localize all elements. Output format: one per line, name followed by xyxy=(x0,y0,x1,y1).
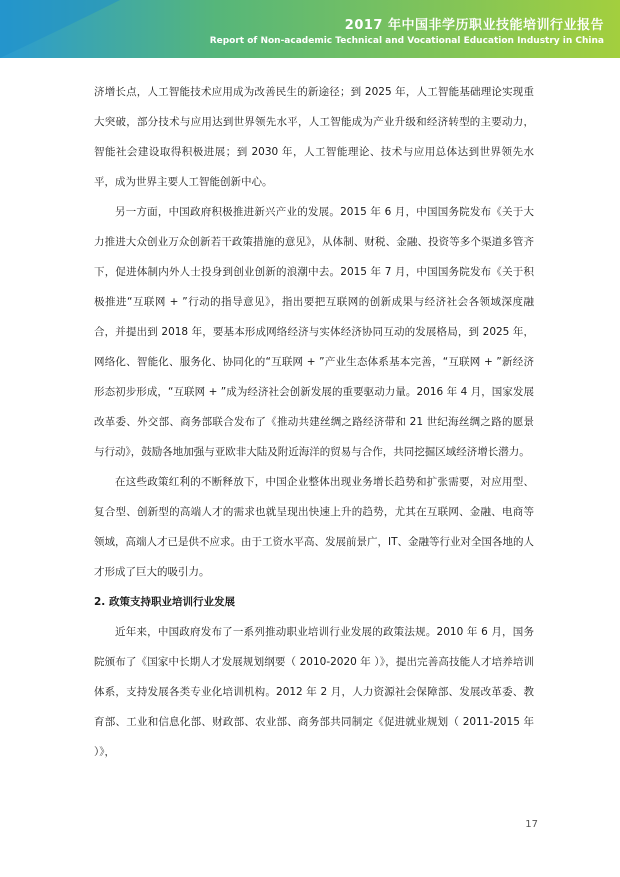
paragraph-talent-demand: 在这些政策红利的不断释放下，中国企业整体出现业务增长趋势和扩张需要，对应用型、复合型、创新型的高端人才的需求也就呈现出快速上升的趋势，尤其在互联网、金融、电商等领域，高端人才已是供不应求。由于工资水平高、发展前景广，IT、金融等行业对全国各地的人才形成了巨大的吸引力。 xyxy=(94,476,535,578)
header-band xyxy=(0,0,620,60)
page-number: 17 xyxy=(525,819,538,830)
paragraph-policy-support: 近年来，中国政府发布了一系列推动职业培训行业发展的政策法规。2010 年 6 月，国务院颁布了《国家中长期人才发展规划纲要（ 2010-2020 年 ）》，提出完善高技能人才培养培训体系，支持发展各类专业化培训机构。2012 年 2 月，人力资源社会保障部、发展改革委、教育部、工业和信息化部、财政部、农业部、商务部共同制定《促进就业规划（ 2011-2015 年 ）》， xyxy=(94,626,534,758)
report-subtitle: Report of Non-academic Technical and Vocational Education Industry in China xyxy=(209,36,604,46)
paragraph-ai-plan: 济增长点，人工智能技术应用成为改善民生的新途径；到 2025 年，人工智能基础理论实现重大突破，部分技术与应用达到世界领先水平，人工智能成为产业升级和经济转型的主要动力，智能社会建设取得积极进展；到 2030 年，人工智能理论、技术与应用总体达到世界领先水平，成为世界主要人工智能创新中心。 xyxy=(94,86,534,188)
paragraph-emerging-industries: 另一方面，中国政府积极推进新兴产业的发展。2015 年 6 月，中国国务院发布《关于大力推进大众创业万众创新若干政策措施的意见》，从体制、财税、金融、投资等多个渠道多管齐下，促进体制内外人士投身到创业创新的浪潮中去。2015 年 7 月，中国国务院发布《关于积极推进“互联网 + ”行动的指导意见》，指出要把互联网的创新成果与经济社会各领域深度融合，并提出到 2018 年，要基本形成网络经济与实体经济协同互动的发展格局，到 2025 年，网络化、智能化、服务化、协同化的“互联网 + ”产业生态体系基本完善，“互联网 + ”新经济形态初步形成，“互联网 + ”成为经济社会创新发展的重要驱动力量。2016 年 4 月，国家发展改革委、外交部、商务部联合发布了《推动共建丝绸之路经济带和 21 世纪海丝绸之路的愿景与行动》，鼓励各地加强与亚欧非大陆及附近海洋的贸易与合作，共同挖掘区域经济增长潜力。 xyxy=(94,206,534,458)
page-content xyxy=(94,77,534,767)
report-title: 2017 年中国非学历职业技能培训行业报告 xyxy=(344,18,604,33)
section-heading: 2. 政策支持职业培训行业发展 xyxy=(94,596,235,608)
